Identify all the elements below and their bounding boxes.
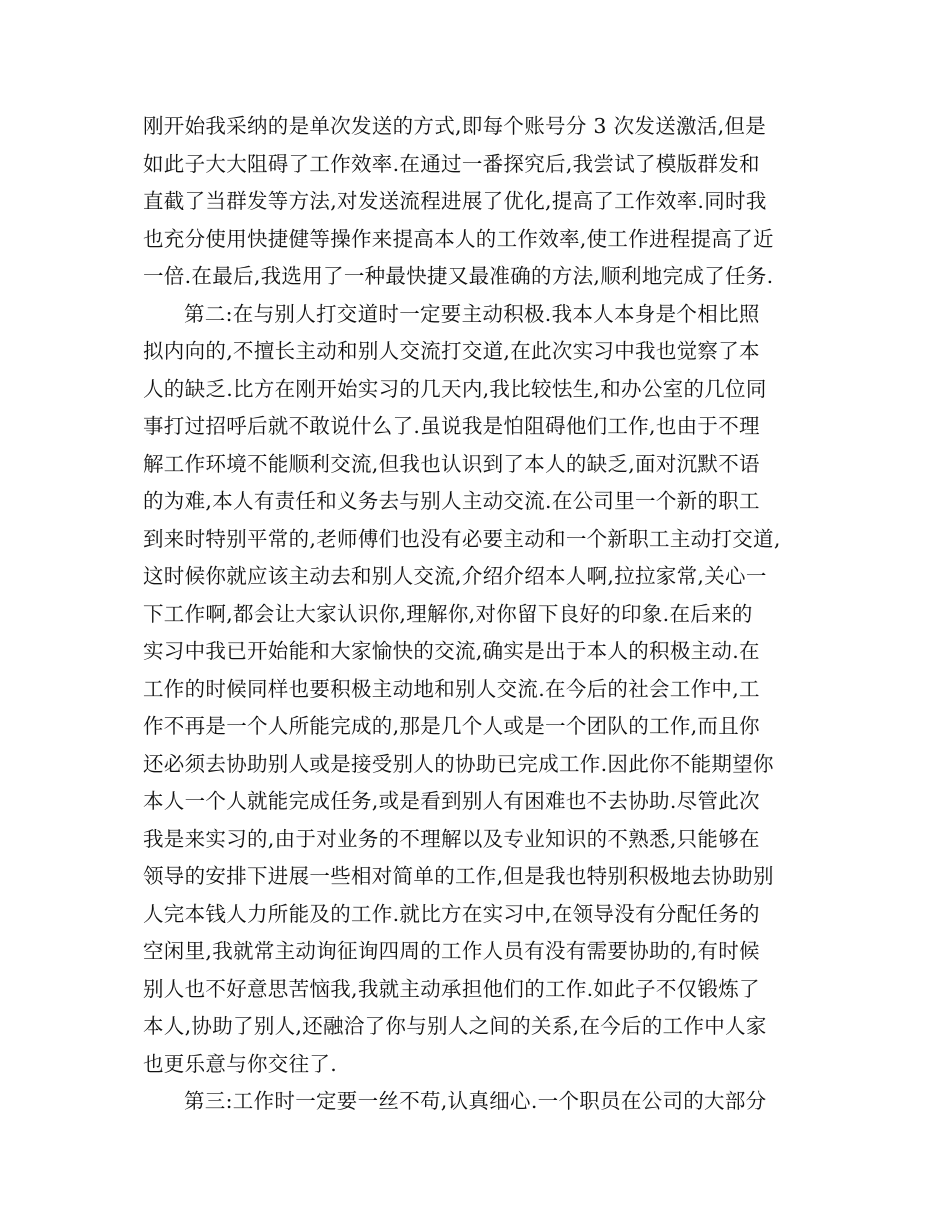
text-line: 刚开始我采纳的是单次发送的方式,即每个账号分 3 次发送激活,但是 (143, 114, 767, 138)
text-line: 如此子大大阻碍了工作效率.在通过一番探究后,我尝试了模版群发和 (143, 151, 760, 176)
text-line: 也更乐意与你交往了. (143, 1051, 338, 1076)
text-line: 别人也不好意思苦恼我,我就主动承担他们的工作.如此子不仅锻炼了 (143, 976, 760, 1001)
text-line: 还必须去协助别人或是接受别人的协助已完成工作.因此你不能期望你 (143, 751, 774, 776)
text-line: 领导的安排下进展一些相对简单的工作,但是我也特别积极地去协助别 (143, 864, 774, 888)
text-line: 下工作啊,都会让大家认识你,理解你,对你留下良好的印象.在后来的 (143, 601, 753, 626)
paragraph-start-line: 第三:工作时一定要一丝不苟,认真细心.一个职员在公司的大部分 (184, 1089, 767, 1113)
text-line: 空闲里,我就常主动询征询四周的工作人员有没有需要协助的,有时候 (143, 939, 760, 963)
text-line: 事打过招呼后就不敢说什么了.虽说我是怕阻碍他们工作,也由于不理 (143, 414, 760, 438)
text-line: 拟内向的,不擅长主动和别人交流打交道,在此次实习中我也觉察了本 (143, 339, 760, 363)
text-line: 本人,协助了别人,还融洽了你与别人之间的关系,在今后的工作中人家 (143, 1014, 767, 1038)
text-line: 工作的时候同样也要积极主动地和别人交流.在今后的社会工作中,工 (143, 676, 760, 701)
paragraph-start-line: 第二:在与别人打交道时一定要主动积极.我本人本身是个相比照 (184, 301, 760, 326)
text-line: 的为难,本人有责任和义务去与别人主动交流.在公司里一个新的职工 (143, 489, 760, 513)
text-line: 一倍.在最后,我选用了一种最快捷又最准确的方法,顺利地完成了任务. (143, 264, 774, 288)
text-line: 作不再是一个人所能完成的,那是几个人或是一个团队的工作,而且你 (143, 714, 760, 738)
text-line: 本人一个人就能完成任务,或是看到别人有困难也不去协助.尽管此次 (143, 789, 760, 813)
body-text (143, 108, 813, 1121)
text-line: 解工作环境不能顺利交流,但我也认识到了本人的缺乏,面对沉默不语 (143, 451, 760, 476)
text-line: 实习中我已开始能和大家愉快的交流,确实是出于本人的积极主动.在 (143, 639, 760, 663)
text-line: 人的缺乏.比方在刚开始实习的几天内,我比较怯生,和办公室的几位同 (143, 376, 767, 401)
text-line: 人完本钱人力所能及的工作.就比方在实习中,在领导没有分配任务的 (143, 901, 760, 926)
text-line: 这时候你就应该主动去和别人交流,介绍介绍本人啊,拉拉家常,关心一 (143, 564, 767, 588)
text-line: 也充分使用快捷健等操作来提高本人的工作效率,使工作进程提高了近 (143, 226, 774, 251)
text-line: 直截了当群发等方法,对发送流程进展了优化,提高了工作效率.同时我 (143, 189, 767, 213)
text-line: 到来时特别平常的,老师傅们也没有必要主动和一个新职工主动打交道, (143, 526, 781, 551)
text-line: 我是来实习的,由于对业务的不理解以及专业知识的不熟悉,只能够在 (143, 826, 760, 851)
